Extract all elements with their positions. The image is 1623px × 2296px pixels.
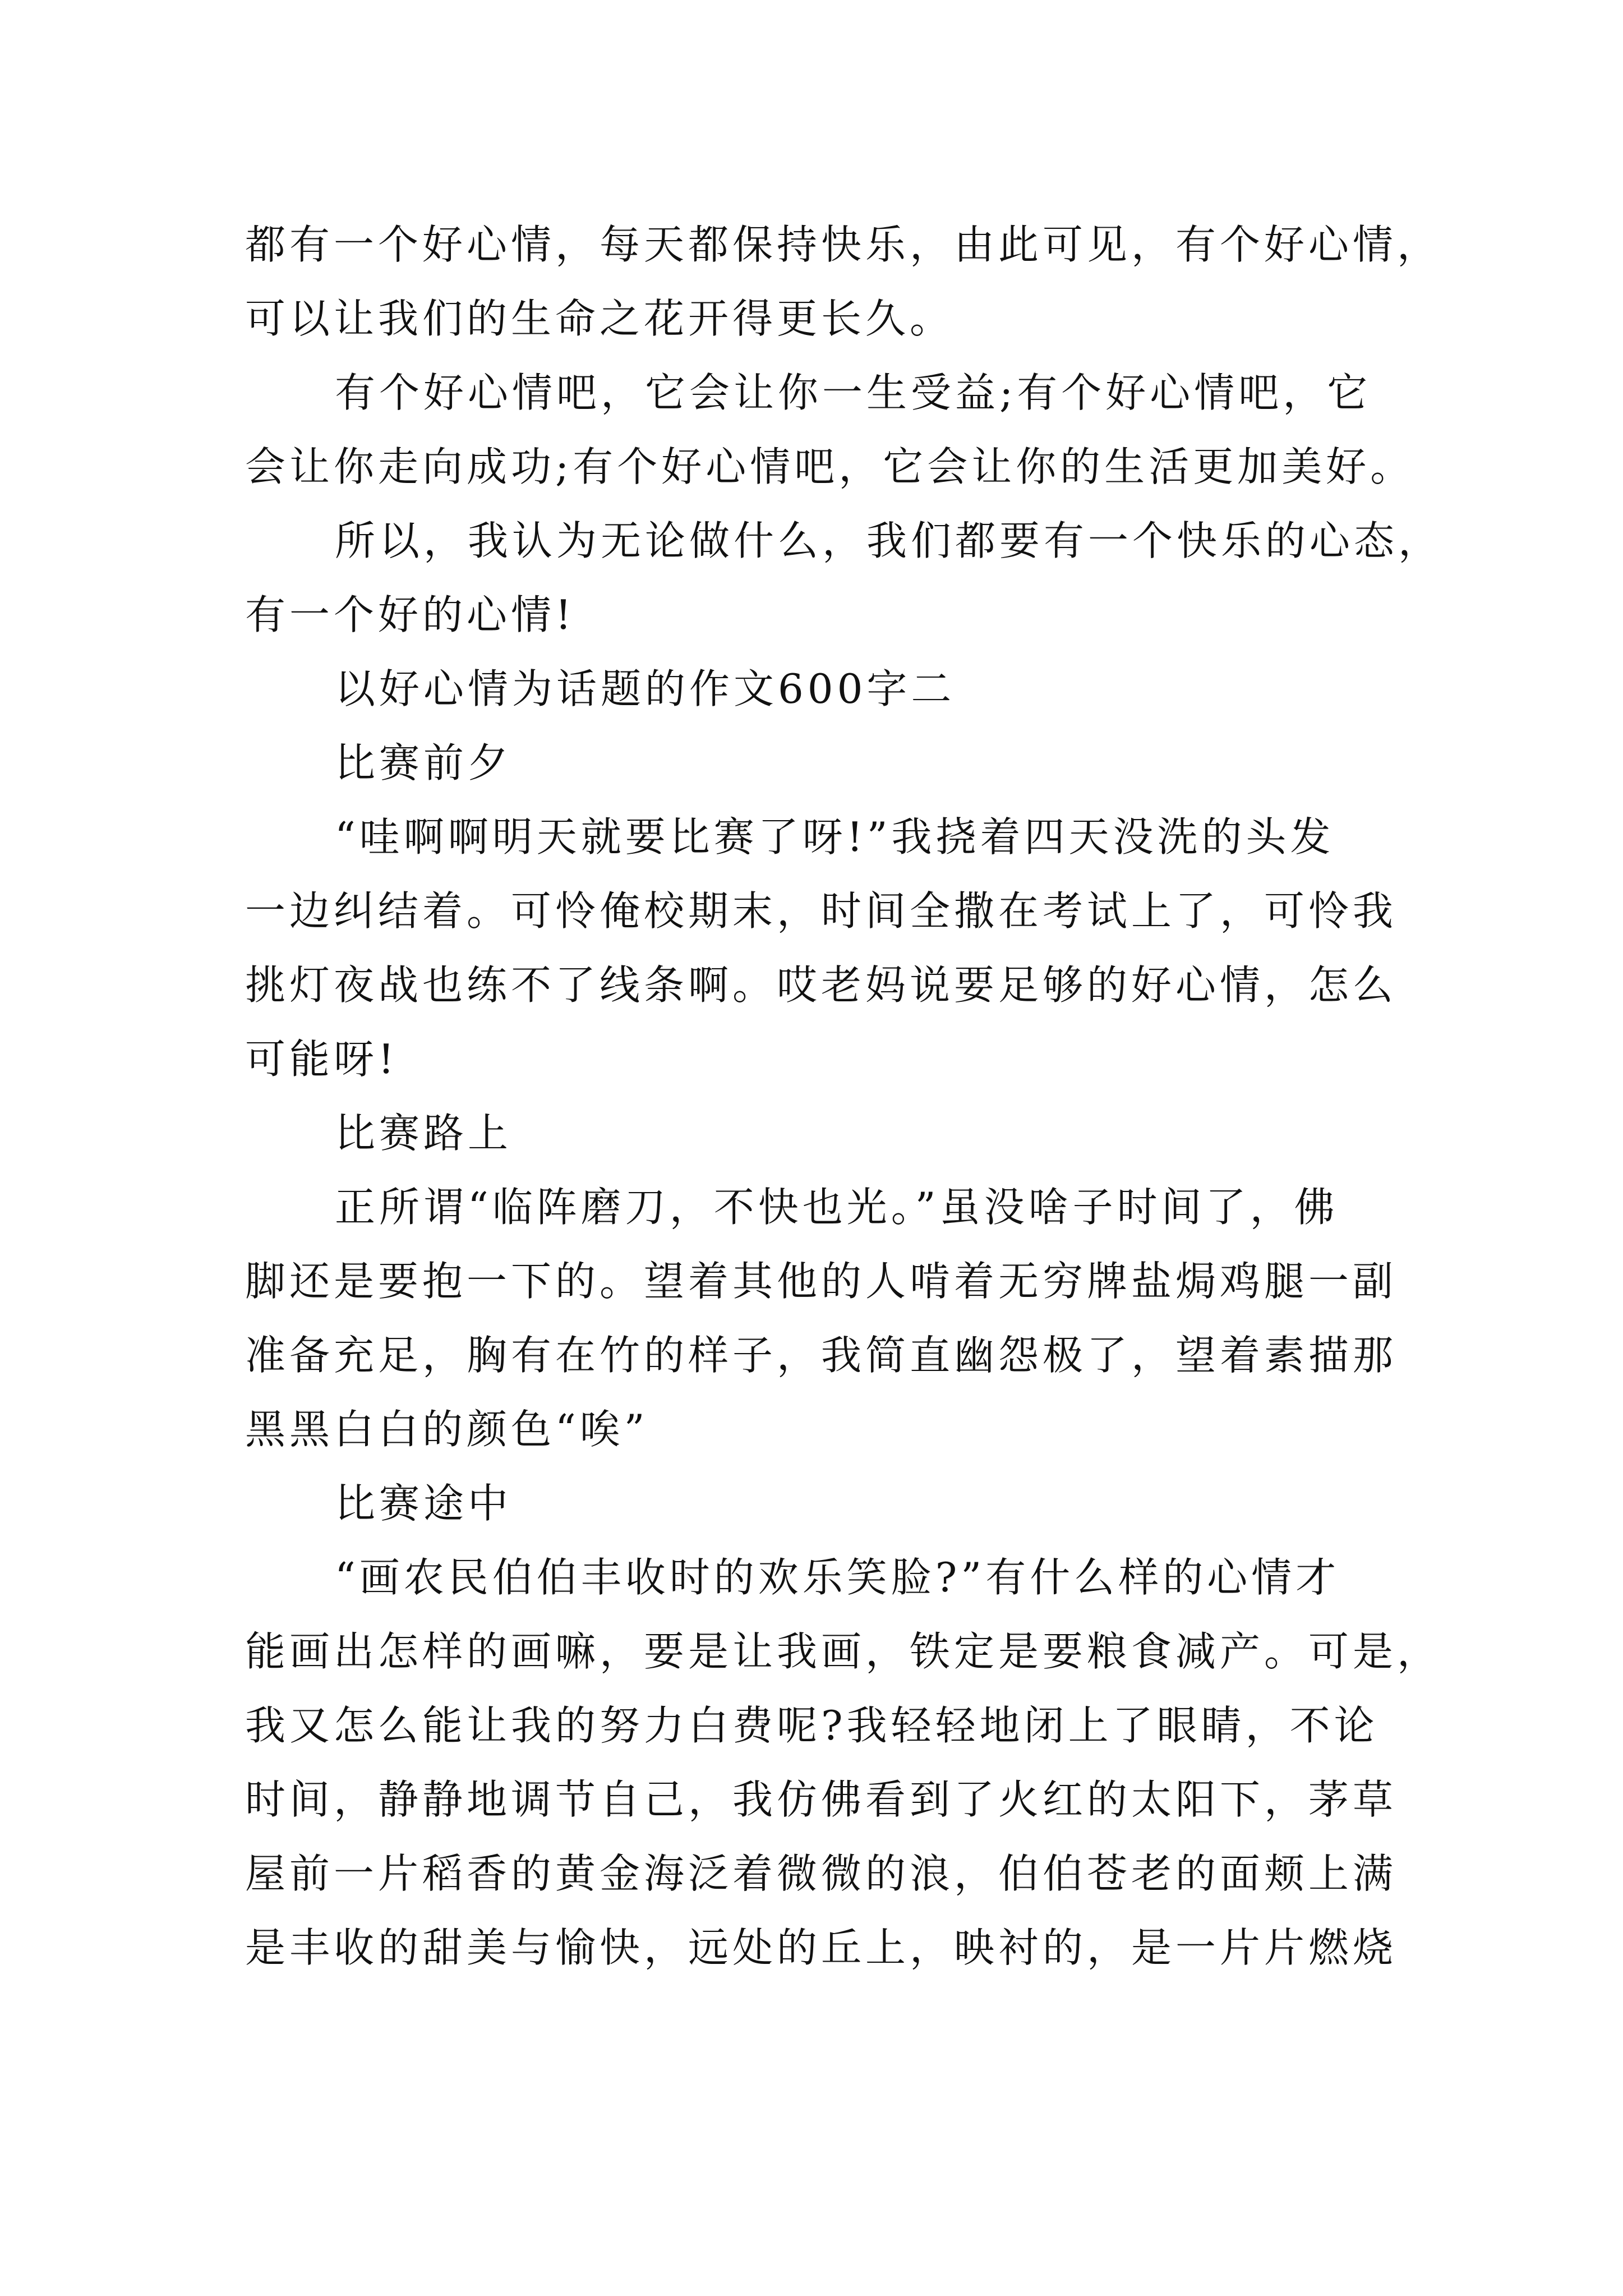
text-line: 有一个好的心情! [245,591,575,638]
text-line: “哇啊啊明天就要比赛了呀!”我挠着四天没洗的头发 [335,813,1335,861]
section-title: 以好心情为话题的作文600字二 [335,665,956,712]
text-line: 屋前一片稻香的黄金海泛着微微的浪，伯伯苍老的面颊上满 [245,1850,1398,1897]
text-line: 脚还是要抱一下的。望着其他的人啃着无穷牌盐焗鸡腿一副 [245,1258,1398,1305]
text-line: 准备充足，胸有在竹的样子，我简直幽怨极了，望着素描那 [245,1332,1398,1379]
text-line: 可以让我们的生命之花开得更长久。 [245,295,955,342]
text-line: “画农民伯伯丰收时的欢乐笑脸?”有什么样的心情才 [335,1554,1340,1601]
text-line: 所以，我认为无论做什么，我们都要有一个快乐的心态， [335,517,1443,564]
text-line: 可能呀! [245,1036,398,1083]
text-line: 有个好心情吧，它会让你一生受益;有个好心情吧，它 [335,369,1372,416]
subheading: 比赛路上 [335,1110,513,1157]
text-line: 时间，静静地调节自己，我仿佛看到了火红的太阳下，茅草 [245,1776,1398,1823]
text-line: 能画出怎样的画嘛，要是让我画，铁定是要粮食减产。可是， [245,1628,1442,1675]
text-line: 是丰收的甜美与愉快，远处的丘上，映衬的，是一片片燃烧 [245,1924,1398,1971]
text-column [245,208,1443,1985]
text-line: 会让你走向成功;有个好心情吧，它会让你的生活更加美好。 [245,443,1415,490]
subheading: 比赛途中 [335,1480,513,1527]
text-line: 黑黑白白的颜色“唉” [245,1406,649,1453]
text-line: 正所谓“临阵磨刀，不快也光。”虽没啥子时间了，佛 [335,1184,1339,1231]
text-line: 挑灯夜战也练不了线条啊。哎老妈说要足够的好心情，怎么 [245,961,1398,1009]
subheading: 比赛前夕 [335,739,513,786]
text-line: 都有一个好心情，每天都保持快乐，由此可见，有个好心情， [245,221,1442,268]
text-line: 我又怎么能让我的努力白费呢?我轻轻地闭上了眼睛，不论 [245,1702,1378,1749]
text-line: 一边纠结着。可怜俺校期末，时间全撒在考试上了，可怜我 [245,887,1398,935]
